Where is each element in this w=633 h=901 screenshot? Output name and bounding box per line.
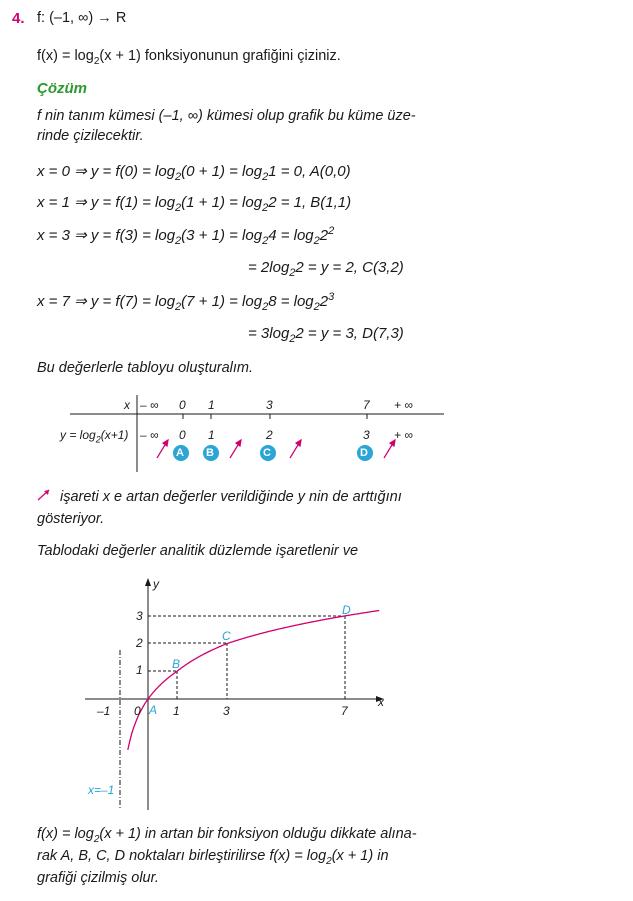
badge-d-label: D (360, 447, 368, 459)
increase-arrow-icon (36, 488, 52, 502)
table-y-value: 1 (208, 428, 215, 442)
intro-line-1: f nin tanım kümesi (–1, ∞) kümesi olup grafik bu küme üze- (37, 108, 416, 124)
x-tick-label: –1 (97, 704, 111, 718)
asymptote-label: x=–1 (88, 783, 115, 797)
equation-4-continued: = $3\log_22 = y = 3$, D(7,3) (248, 325, 404, 345)
table-x-label: x (124, 398, 130, 412)
equation-3: x = 3 ⇒ $y = f(3) = \log_2(3 + 1) = \log_24 = \log_22^2$ (37, 225, 335, 247)
conclusion-line-3: grafiği çizilmiş olur. (37, 870, 159, 886)
x-tick-label: 3 (223, 704, 230, 718)
x-tick-label: 7 (341, 704, 348, 718)
equation-3-continued: = $2\log_22 = y = 2$, C(3,2) (248, 259, 404, 279)
table-y-label: $y = \log_2(x+1)$ (60, 428, 129, 445)
x-tick-label: 0 (134, 704, 141, 718)
y-axis-label: y (153, 577, 159, 591)
arrow-note-line-1: işareti x e artan değerler verildiğinde y nin de arttığını (60, 489, 402, 505)
log-curve (128, 611, 379, 750)
table-y-value: 2 (266, 428, 273, 442)
plane-intro: Tablodaki değerler analitik düzlemde işaretlenir ve (37, 543, 359, 559)
table-y-value: 0 (179, 428, 186, 442)
equation-2: x = 1 ⇒ $y = f(1) = \log_2(1 + 1) = \log_22 = 1$, B(1,1) (37, 194, 352, 214)
equation-4: x = 7 ⇒ $y = f(7) = \log_2(7 + 1) = \log_28 = \log_22^3$ (37, 291, 335, 313)
solution-heading: Çözüm (37, 80, 87, 97)
x-tick-label: 1 (173, 704, 180, 718)
x-axis-label: x (378, 695, 384, 709)
y-tick-label: 2 (136, 636, 143, 650)
problem-statement: $f(x) = \log_2(x + 1)$ fonksiyonunun grafiğini çiziniz. (37, 48, 341, 67)
point-a-label: A (149, 703, 158, 717)
arrow-note-line-2: gösteriyor. (37, 511, 105, 527)
y-tick-label: 3 (136, 609, 143, 623)
table-y-value: – ∞ (140, 428, 159, 442)
point-c-label: C (222, 629, 231, 643)
conclusion-line-1: $f(x) = \log_2(x + 1)$ in artan bir fonksiyon olduğu dikkate alına- (37, 826, 417, 845)
badge-c-label: C (263, 447, 271, 459)
table-x-value: 3 (266, 398, 273, 412)
point-d-label: D (342, 603, 351, 617)
table-x-value: + ∞ (394, 398, 413, 412)
badge-a-label: A (176, 447, 184, 459)
point-b-label: B (172, 657, 181, 671)
point-badges (173, 445, 373, 461)
table-x-value: 7 (363, 398, 370, 412)
conclusion-line-2: rak A, B, C, D noktaları birleştirilirse $f(x) = \log_2(x + 1)$ in (37, 848, 389, 867)
table-intro: Bu değerlerle tabloyu oluşturalım. (37, 360, 254, 376)
equation-1: x = 0 ⇒ $y = f(0) = \log_2(0 + 1) = \log_21 = 0$, A(0,0) (37, 163, 351, 183)
y-tick-label: 1 (136, 663, 143, 677)
table-y-value: 3 (363, 428, 370, 442)
table-y-value: + ∞ (394, 428, 413, 442)
function-definition: f: (–1, ∞) → R (37, 10, 127, 26)
table-x-value: – ∞ (140, 398, 159, 412)
problem-number: 4. (12, 10, 25, 27)
badge-b-label: B (206, 447, 214, 459)
intro-line-2: rinde çizilecektir. (37, 128, 144, 144)
table-x-value: 1 (208, 398, 215, 412)
table-x-value: 0 (179, 398, 186, 412)
